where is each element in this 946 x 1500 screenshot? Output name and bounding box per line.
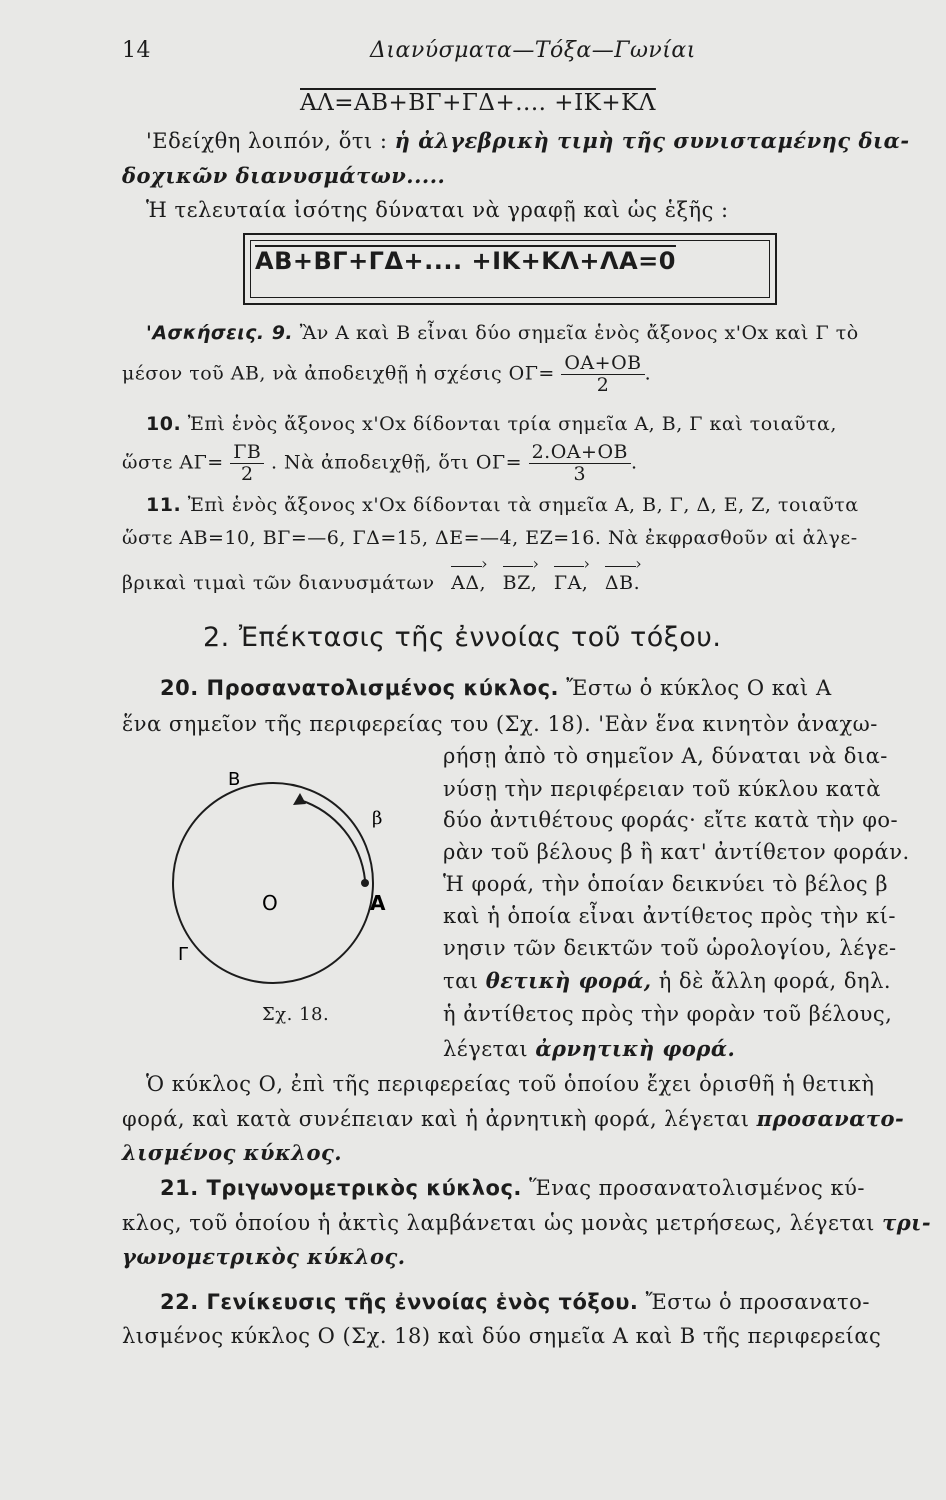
direction-arc — [300, 800, 365, 880]
paragraph-head: 22. Γενίκευσις τῆς ἐννοίας ἑνὸς τόξου. — [160, 1290, 639, 1314]
fraction-numerator: 2.ΟΑ+ΟΒ — [529, 442, 631, 464]
exercise-text: μέσον τοῦ ΑΒ, νὰ ἀποδειχθῇ ἡ σχέσις ΟΓ= — [122, 362, 555, 385]
arrow-head — [293, 793, 306, 805]
text-line: ἕνα σημεῖον τῆς περιφερείας του (Σχ. 18). 'Εὰν ἕνα κινητὸν ἀναχω- — [122, 712, 878, 736]
label-b: B — [228, 769, 241, 790]
text-span: κλος, τοῦ ὁποίου ἡ ἀκτὶς λαμβάνεται ὡς μονὰς μετρήσεως, λέγεται — [122, 1211, 883, 1235]
fraction — [529, 442, 631, 485]
emphasis-text: προσανατο- — [756, 1106, 905, 1131]
text-line: ἡ ἀντίθετος πρὸς τὴν φορὰν τοῦ βέλους, — [443, 1002, 893, 1026]
text-line: Ἡ φορά, τὴν ὁποίαν δεικνύει τὸ βέλος β — [443, 872, 889, 896]
text-line: νησιν τῶν δεικτῶν τοῦ ὡρολογίου, λέγε- — [443, 936, 897, 960]
figure-caption: Σχ. 18. — [262, 1004, 330, 1025]
text-span: ἡ δὲ ἄλλη φορά, δηλ. — [651, 969, 892, 993]
exercise-text: . Νὰ ἀποδειχθῇ, ὅτι ΟΓ= — [270, 451, 523, 474]
text-span: 'Εδείχθη λοιπόν, ὅτι : — [146, 129, 395, 153]
text-line — [443, 1036, 735, 1061]
text-line: Ὁ κύκλος Ο, ἐπὶ τῆς περιφερείας τοῦ ὁποίου ἔχει ὁρισθῆ ἡ θετικὴ — [146, 1072, 875, 1096]
label-gamma: Γ — [178, 944, 189, 965]
exercise-text: ὥστε ΑΓ= — [122, 451, 224, 474]
paragraph-22-line1 — [160, 1290, 870, 1314]
text-span: Ἔστω ὁ κύκλος Ο καὶ Α — [566, 676, 832, 700]
emphasis-text: τρι- — [882, 1210, 932, 1235]
emphasis-text: ἀρνητικὴ φορά. — [535, 1036, 736, 1061]
exercise-head: 10. — [146, 413, 182, 435]
paragraph-21-line1 — [160, 1176, 865, 1200]
fraction-numerator: ΟΑ+ΟΒ — [561, 353, 644, 375]
text-line: Ἡ τελευταία ἰσότης δύναται νὰ γραφῇ καὶ ὡς ἑξῆς : — [146, 198, 729, 222]
text-line — [146, 128, 910, 153]
text-span: ται — [443, 969, 486, 993]
text-span: φορά, καὶ κατὰ συνέπειαν καὶ ἡ ἀρνητικὴ φορά, λέγεται — [122, 1107, 757, 1131]
running-title: Διανύσματα—Τόξα—Γωνίαι — [370, 38, 696, 63]
text-line: δοχικῶν διανυσμάτων..... — [122, 163, 446, 188]
text-line — [122, 1210, 931, 1235]
fraction-denominator: 2 — [241, 462, 254, 485]
exercise-9-line2: μέσον τοῦ ΑΒ, νὰ ἀποδειχθῇ ἡ σχέσις ΟΓ= $\frac{OA+OB}{2}$ . — [122, 352, 652, 396]
section-title: 2. Ἐπέκτασις τῆς ἐννοίας τοῦ τόξου. — [203, 622, 722, 653]
text-line: γωνομετρικὸς κύκλος. — [122, 1244, 406, 1269]
exercise-text: βρικαὶ τιμαὶ τῶν διανυσμάτων — [122, 572, 435, 594]
exercise-head: 'Ασκήσεις. 9. — [146, 322, 294, 344]
exercise-11-line3 — [122, 562, 640, 594]
vector: ΑΔ, › — [451, 562, 486, 594]
fraction — [230, 442, 264, 485]
sum-formula: ΑΛ=ΑΒ+ΒΓ+ΓΔ+.... +ΙΚ+ΚΛ — [300, 90, 656, 116]
text-line: ρὰν τοῦ βέλους β ἢ κατ' ἀντίθετον φοράν. — [443, 840, 910, 864]
boxed-formula — [243, 233, 777, 305]
circle — [173, 783, 373, 983]
fraction-denominator: 2 — [596, 373, 610, 396]
label-beta: β — [372, 808, 383, 829]
vector: ΔΒ. › — [605, 562, 640, 594]
paragraph-head: 21. Τριγωνομετρικὸς κύκλος. — [160, 1176, 522, 1200]
vector: ΒΖ, › — [503, 562, 538, 594]
paragraph-20-line1 — [160, 676, 832, 700]
exercise-9 — [146, 322, 859, 344]
boxed-formula-text: ΑΒ+ΒΓ+ΓΔ+.... +ΙΚ+ΚΛ+ΛΑ=0 — [255, 247, 676, 275]
exercise-11 — [146, 494, 859, 516]
exercise-text: Ἐπὶ ἑνὸς ἄξονος x'Ox δίδονται τρία σημεῖα Α, Β, Γ καὶ τοιαῦτα, — [187, 413, 837, 435]
exercise-10 — [146, 413, 837, 435]
text-span: Ἕνας προσανατολισμένος κύ- — [529, 1176, 865, 1200]
page-number: 14 — [122, 38, 151, 63]
vector: ΓΑ, › — [554, 562, 588, 594]
paragraph-head: 20. Προσανατολισμένος κύκλος. — [160, 676, 560, 700]
text-line: καὶ ἡ ὁποία εἶναι ἀντίθετος πρὸς τὴν κί- — [443, 904, 896, 928]
fraction-numerator: ΓΒ — [230, 442, 264, 464]
text-line: δύο ἀντιθέτους φοράς· εἴτε κατὰ τὴν φο- — [443, 808, 899, 832]
figure-18 — [150, 760, 430, 1000]
fraction-denominator: 3 — [573, 462, 587, 485]
exercise-10-line2: ὥστε ΑΓ= $\frac{\Gamma B}{2}$ . Νὰ ἀποδειχθῇ, ὅτι ΟΓ= $\frac{2.OA+OB}{3}$ . — [122, 441, 638, 485]
text-span: Ἔστω ὁ προσανατο- — [645, 1290, 870, 1314]
text-line: λισμένος κύκλος Ο (Σχ. 18) καὶ δύο σημεῖα Α καὶ Β τῆς περιφερείας — [122, 1324, 882, 1348]
fraction — [561, 353, 644, 396]
exercise-text: Ἂν Α καὶ Β εἶναι δύο σημεῖα ἑνὸς ἄξονος x'Ox καὶ Γ τὸ — [299, 322, 859, 344]
exercise-11-line2: ὥστε ΑΒ=10, ΒΓ=—6, ΓΔ=15, ΔΕ=—4, ΕΖ=16. Νὰ ἐκφρασθοῦν αἱ ἀλγε- — [122, 527, 858, 549]
exercise-head: 11. — [146, 494, 182, 516]
exercise-text: Ἐπὶ ἑνὸς ἄξονος x'Ox δίδονται τὰ σημεῖα Α, Β, Γ, Δ, Ε, Ζ, τοιαῦτα — [187, 494, 859, 516]
label-a: A — [370, 891, 386, 915]
text-line: ρήσῃ ἀπὸ τὸ σημεῖον Α, δύναται νὰ δια- — [443, 744, 888, 768]
point-a — [361, 879, 369, 887]
emphasis-text: ἡ ἀλγεβρικὴ τιμὴ τῆς συνισταμένης δια- — [394, 128, 910, 153]
text-line — [122, 1106, 904, 1131]
text-line: λισμένος κύκλος. — [122, 1140, 343, 1165]
text-span: λέγεται — [443, 1037, 536, 1061]
text-line: νύσῃ τὴν περιφέρειαν τοῦ κύκλου κατὰ — [443, 777, 881, 801]
label-o: O — [262, 891, 278, 915]
text-line — [443, 968, 891, 993]
emphasis-text: θετικὴ φορά, — [485, 968, 652, 993]
